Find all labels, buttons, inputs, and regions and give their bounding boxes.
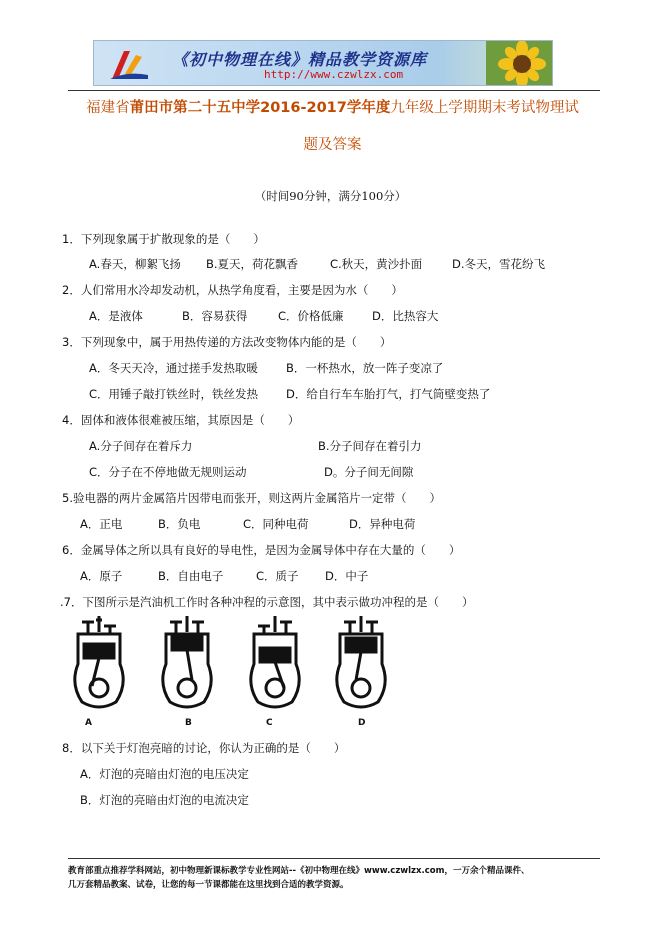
header-banner bbox=[93, 40, 553, 86]
question-8-option-b: B．灯泡的亮暗由灯泡的电流决定 bbox=[80, 793, 249, 807]
header-rule bbox=[68, 90, 600, 91]
question-1-option-d: D.冬天，雪花纷飞 bbox=[452, 257, 546, 271]
question-8-option-a: A．灯泡的亮暗由灯泡的电压决定 bbox=[80, 767, 249, 781]
engine-stroke-diagram-b bbox=[152, 614, 222, 714]
engine-stroke-diagram-d bbox=[326, 614, 396, 714]
question-5-stem: 5.验电器的两片金属箔片因带电而张开，则这两片金属箔片一定带（ ） bbox=[62, 491, 441, 505]
site-logo-icon bbox=[106, 45, 150, 83]
question-5-option-c: C．同种电荷 bbox=[243, 517, 309, 531]
question-3-option-a: A．冬天天冷，通过搓手发热取暖 bbox=[89, 361, 258, 375]
document-title-line1 bbox=[60, 96, 605, 117]
question-3-option-c: C．用锤子敲打铁丝时，铁丝发热 bbox=[89, 387, 259, 401]
question-4-option-c: C．分子在不停地做无规则运动 bbox=[89, 465, 247, 479]
engine-label-d: D bbox=[358, 718, 366, 728]
question-6-option-a: A．原子 bbox=[80, 569, 123, 583]
question-1-option-a: A.春天，柳絮飞扬 bbox=[89, 257, 181, 271]
title-province: 福建省 bbox=[86, 100, 130, 116]
title-exam: 九年级上学期期末考试物理试 bbox=[390, 100, 579, 116]
engine-label-a: A bbox=[85, 718, 92, 728]
question-7-stem: .7．下图所示是汽油机工作时各种冲程的示意图，其中表示做功冲程的是（ ） bbox=[60, 595, 474, 609]
engine-label-b: B bbox=[185, 718, 192, 728]
question-1-option-b: B.夏天，荷花飘香 bbox=[206, 257, 299, 271]
question-2-option-c: C．价格低廉 bbox=[278, 309, 344, 323]
engine-label-c: C bbox=[266, 718, 273, 728]
footer-line-1: 教育部重点推荐学科网站，初中物理新课标教学专业性网站--《初中物理在线》www.czwlzx.com，一万余个精品课件、 bbox=[68, 866, 530, 876]
question-4-option-b: B.分子间存在着引力 bbox=[318, 439, 422, 453]
question-4-option-d: D。分子间无间隙 bbox=[324, 465, 414, 479]
time-note: （时间90分钟，满分100分） bbox=[254, 189, 407, 203]
question-6-stem: 6．金属导体之所以具有良好的导电性，是因为金属导体中存在大量的（ ） bbox=[62, 543, 461, 557]
question-5-option-a: A．正电 bbox=[80, 517, 123, 531]
sunflower-icon bbox=[486, 41, 552, 86]
question-2-option-b: B．容易获得 bbox=[182, 309, 248, 323]
question-4-option-a: A.分子间存在着斥力 bbox=[89, 439, 193, 453]
question-6-option-c: C．质子 bbox=[256, 569, 299, 583]
question-3-option-d: D．给自行车车胎打气，打气筒壁变热了 bbox=[286, 387, 491, 401]
document-title-line2: 题及答案 bbox=[303, 137, 362, 153]
question-4-stem: 4．固体和液体很难被压缩，其原因是（ ） bbox=[62, 413, 300, 427]
question-3-option-b: B．一杯热水，放一阵子变凉了 bbox=[286, 361, 444, 375]
question-1-option-c: C.秋天，黄沙扑面 bbox=[330, 257, 423, 271]
banner-url[interactable]: http://www.czwlzx.com bbox=[264, 68, 404, 81]
question-5-option-b: B．负电 bbox=[158, 517, 201, 531]
banner-title: 《初中物理在线》精品教学资源库 bbox=[172, 50, 428, 69]
engine-stroke-diagram-c bbox=[240, 614, 310, 714]
question-2-option-d: D．比热容大 bbox=[372, 309, 439, 323]
question-8-stem: 8．以下关于灯泡亮暗的讨论，你认为正确的是（ ） bbox=[62, 741, 346, 755]
engine-stroke-diagram-a bbox=[64, 614, 134, 714]
question-6-option-b: B．自由电子 bbox=[158, 569, 224, 583]
footer-rule bbox=[68, 858, 600, 859]
question-2-stem: 2．人们常用水冷却发动机，从热学角度看，主要是因为水（ ） bbox=[62, 283, 403, 297]
question-3-stem: 3．下列现象中，属于用热传递的方法改变物体内能的是（ ） bbox=[62, 335, 392, 349]
title-school: 莆田市第二十五中学2016-2017学年度 bbox=[129, 100, 391, 116]
question-2-option-a: A．是液体 bbox=[89, 309, 143, 323]
question-6-option-d: D．中子 bbox=[325, 569, 369, 583]
question-5-option-d: D．异种电荷 bbox=[349, 517, 416, 531]
footer-line-2: 几万套精品教案、试卷，让您的每一节课都能在这里找到合适的教学资源。 bbox=[68, 880, 349, 890]
question-1-stem: 1．下列现象属于扩散现象的是（ ） bbox=[62, 232, 265, 246]
